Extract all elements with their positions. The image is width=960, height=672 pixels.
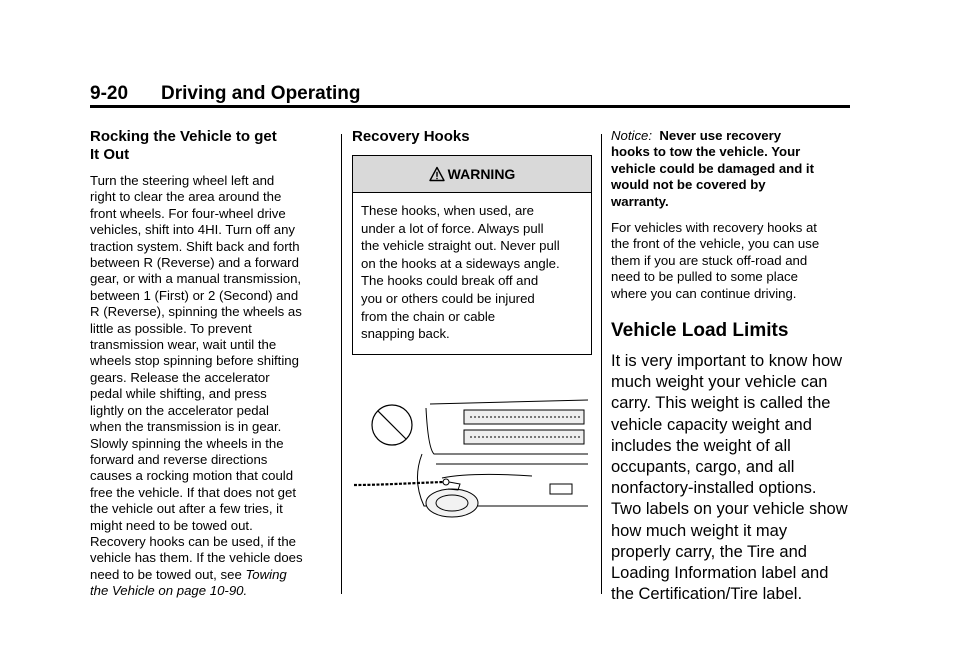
text-line: Loading Information label and bbox=[611, 564, 829, 583]
text-line: how much weight it may bbox=[611, 521, 788, 540]
text-line: you or others could be injured bbox=[361, 290, 535, 306]
section-title: Driving and Operating bbox=[161, 83, 361, 104]
text-line: causes a rocking motion that could bbox=[90, 468, 294, 484]
vehicle-front bbox=[417, 400, 588, 517]
heading-rocking-line1: Rocking the Vehicle to get bbox=[90, 128, 277, 145]
text-line: warranty. bbox=[611, 193, 669, 209]
text-line: the vehicle out after a few tries, it bbox=[90, 501, 283, 517]
notice-label: Notice: bbox=[611, 128, 653, 143]
text-line: pedal while shifting, and press bbox=[90, 386, 267, 402]
text-line: need to be pulled to some place bbox=[611, 269, 798, 285]
text-line: much weight your vehicle can bbox=[611, 373, 828, 392]
column-rocking bbox=[90, 128, 334, 600]
warning-body bbox=[353, 193, 591, 354]
text-line: free the vehicle. If that does not get bbox=[90, 484, 297, 500]
text-line: properly carry, the Tire and bbox=[611, 542, 807, 561]
text-line: when the transmission is in gear. bbox=[90, 419, 282, 435]
text-line: need to be towed out, see bbox=[90, 566, 246, 582]
text-line: vehicle could be damaged and it bbox=[611, 160, 814, 176]
text-line: It is very important to know how bbox=[611, 352, 843, 371]
text-line: nonfactory-installed options. bbox=[611, 479, 817, 498]
text-line: on the hooks at a sideways angle. bbox=[361, 255, 560, 271]
text-line: from the chain or cable bbox=[361, 308, 496, 324]
page-number: 9-20 bbox=[90, 83, 129, 104]
column-divider bbox=[601, 134, 602, 594]
text-line: would not be covered by bbox=[611, 177, 766, 193]
text-line: gear, or with a manual transmission, bbox=[90, 271, 302, 287]
text-line: Slowly spinning the wheels in the bbox=[90, 435, 284, 451]
text-line: right to clear the area around the bbox=[90, 189, 282, 205]
text-line: might need to be towed out. bbox=[90, 517, 253, 533]
text-line: transmission wear, wait until the bbox=[90, 337, 277, 353]
text-line: These hooks, when used, are bbox=[361, 203, 535, 218]
warning-label: WARNING bbox=[447, 166, 516, 182]
text-line: little as possible. To prevent bbox=[90, 320, 252, 336]
text-line: vehicles, shift into 4HI. Turn off any bbox=[90, 222, 295, 238]
text-line: hooks to tow the vehicle. Your bbox=[611, 144, 801, 160]
text-line: the front of the vehicle, you can use bbox=[611, 236, 820, 252]
column-divider bbox=[341, 134, 342, 594]
text-line: carry. This weight is called the bbox=[611, 394, 831, 413]
text-line: traction system. Shift back and forth bbox=[90, 238, 300, 254]
text-line: gears. Release the accelerator bbox=[90, 369, 270, 385]
text-line: between 1 (First) or 2 (Second) and bbox=[90, 287, 299, 303]
text-line: between R (Reverse) and a forward bbox=[90, 255, 299, 271]
text-line: R (Reverse), spinning the wheels as bbox=[90, 304, 302, 320]
rocking-paragraph bbox=[90, 173, 334, 600]
text-line: them if you are stuck off-road and bbox=[611, 252, 808, 268]
text-line: Recovery hooks can be used, if the bbox=[90, 533, 296, 549]
text-line: occupants, cargo, and all bbox=[611, 458, 795, 477]
warning-header bbox=[353, 156, 591, 193]
column-recovery-hooks bbox=[352, 128, 592, 355]
text-line: Two labels on your vehicle show bbox=[611, 500, 848, 519]
warning-box bbox=[352, 155, 592, 355]
header-rule bbox=[90, 105, 850, 108]
towing-link-page[interactable]: the Vehicle on page 10-90. bbox=[90, 583, 248, 599]
heading-vehicle-load-limits: Vehicle Load Limits bbox=[611, 320, 789, 342]
load-limits-paragraph bbox=[611, 351, 851, 605]
text-line: lightly on the accelerator pedal bbox=[90, 402, 269, 418]
text-line: vehicle has them. If the vehicle does bbox=[90, 550, 303, 566]
no-sideways-pull-icon bbox=[372, 405, 412, 445]
tow-chain bbox=[354, 479, 460, 490]
text-line: under a lot of force. Always pull bbox=[361, 220, 544, 236]
heading-rocking bbox=[90, 128, 334, 164]
recovery-hook-illustration bbox=[352, 388, 588, 518]
text-line: Never use recovery bbox=[659, 128, 782, 143]
text-line: the Certification/Tire label. bbox=[611, 585, 803, 604]
text-line: forward and reverse directions bbox=[90, 451, 268, 467]
towing-link[interactable]: Towing bbox=[245, 566, 287, 582]
text-line: includes the weight of all bbox=[611, 436, 791, 455]
column-load-limits bbox=[611, 128, 851, 606]
text-line: where you can continue driving. bbox=[611, 285, 797, 301]
heading-rocking-line2: It Out bbox=[90, 146, 130, 163]
text-line: Turn the steering wheel left and bbox=[90, 173, 275, 188]
text-line: front wheels. For four-wheel drive bbox=[90, 205, 286, 221]
warning-triangle-icon bbox=[429, 166, 445, 182]
notice-paragraph bbox=[611, 128, 851, 210]
text-line: vehicle capacity weight and bbox=[611, 415, 812, 434]
text-line: snapping back. bbox=[361, 326, 450, 342]
text-line: the vehicle straight out. Never pull bbox=[361, 238, 560, 254]
text-line: wheels stop spinning before shifting bbox=[90, 353, 299, 369]
text-line: The hooks could break off and bbox=[361, 273, 539, 289]
page-header bbox=[90, 83, 850, 111]
recovery-hooks-paragraph bbox=[611, 220, 851, 302]
heading-recovery-hooks: Recovery Hooks bbox=[352, 128, 470, 145]
text-line: For vehicles with recovery hooks at bbox=[611, 220, 817, 236]
